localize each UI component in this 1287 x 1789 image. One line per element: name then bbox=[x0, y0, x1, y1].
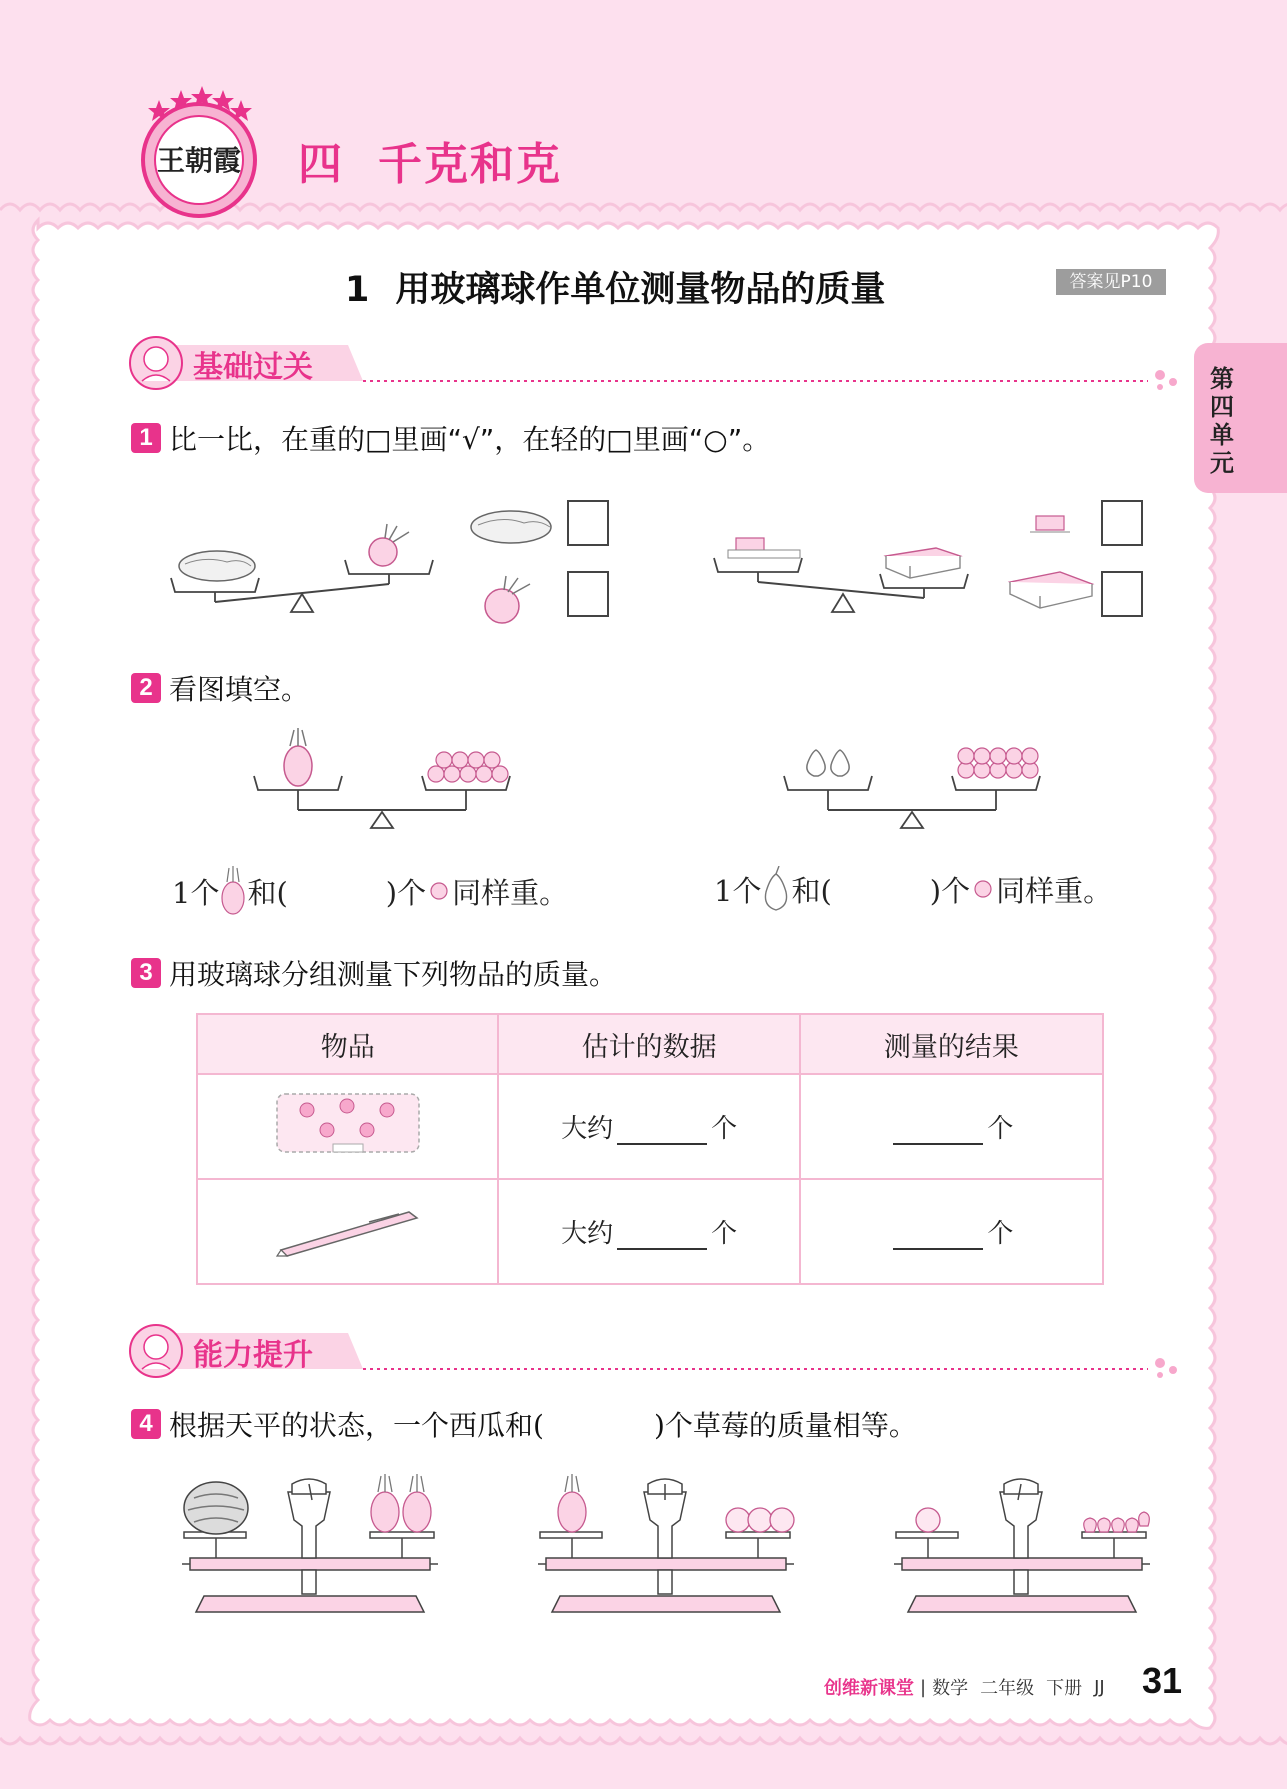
lesson-number: 1 bbox=[345, 270, 370, 310]
footer-subject: 数学 bbox=[932, 1678, 969, 1699]
answer-box-cabbage[interactable] bbox=[567, 500, 609, 546]
unit-title bbox=[298, 128, 562, 192]
glass-balls-group bbox=[428, 752, 508, 782]
answer-box-book[interactable] bbox=[1101, 571, 1143, 617]
unit-side-tab bbox=[1194, 343, 1287, 493]
question-4-number: 4 bbox=[131, 1409, 161, 1439]
scale-pineapple-peaches bbox=[536, 1462, 796, 1620]
item-cell bbox=[197, 1179, 498, 1284]
fill-pear-d: 同样重。 bbox=[996, 873, 1113, 908]
footer bbox=[824, 1674, 1105, 1700]
estimate-blank[interactable] bbox=[617, 1224, 707, 1250]
estimate-prefix: 大约 bbox=[561, 1219, 614, 1249]
fill-pineapple-a: 1个 bbox=[172, 875, 220, 910]
column-header-estimate: 估计的数据 bbox=[498, 1014, 799, 1074]
balance-pear-balls bbox=[780, 742, 1050, 832]
eraser-option-icon bbox=[1028, 512, 1072, 538]
item-cell bbox=[197, 1074, 498, 1179]
pear-small-icon bbox=[761, 866, 791, 912]
result-cell bbox=[800, 1179, 1103, 1284]
fill-pineapple bbox=[172, 866, 568, 916]
estimate-prefix: 大约 bbox=[561, 1114, 614, 1144]
footer-volume: 下册 bbox=[1046, 1678, 1083, 1699]
result-unit: 个 bbox=[987, 1114, 1014, 1144]
logo-text: 王朝霞 bbox=[156, 144, 242, 177]
answer-reference-badge: 答案见P10 bbox=[1056, 269, 1166, 295]
wangzhaoxia-logo bbox=[136, 88, 262, 218]
fill-pineapple-b: 和( bbox=[247, 875, 288, 910]
question-2 bbox=[131, 668, 309, 708]
table-row bbox=[197, 1179, 1103, 1284]
pen-icon bbox=[273, 1198, 423, 1258]
unit-name: 千克和克 bbox=[378, 139, 562, 190]
question-1 bbox=[131, 418, 770, 458]
question-1-text: 比一比，在重的□里画“√”，在轻的□里画“○”。 bbox=[169, 423, 771, 456]
table-header-row bbox=[197, 1014, 1103, 1074]
estimate-cell bbox=[498, 1179, 799, 1284]
measurement-table bbox=[196, 1013, 1104, 1285]
question-4 bbox=[131, 1404, 917, 1444]
strawberry-group-icon bbox=[1084, 1512, 1150, 1532]
pineapple-small-icon bbox=[219, 866, 247, 916]
question-4-text-b: )个草莓的质量相等。 bbox=[653, 1409, 917, 1442]
question-3 bbox=[131, 953, 617, 993]
pear-icon bbox=[807, 750, 825, 776]
footer-grade: 二年级 bbox=[980, 1678, 1035, 1699]
section-basic-title: 基础过关 bbox=[193, 350, 313, 385]
peach-icon bbox=[916, 1508, 940, 1532]
footer-edition: JJ bbox=[1094, 1676, 1105, 1698]
estimate-unit: 个 bbox=[711, 1114, 738, 1144]
side-tab-label: 第四单元 bbox=[1210, 365, 1234, 477]
estimate-cell bbox=[498, 1074, 799, 1179]
glass-ball-small-icon bbox=[970, 879, 996, 899]
question-3-text: 用玻璃球分组测量下列物品的质量。 bbox=[169, 958, 618, 991]
fill-pear-b: 和( bbox=[791, 873, 832, 908]
unit-number: 四 bbox=[298, 139, 344, 190]
result-cell bbox=[800, 1074, 1103, 1179]
cabbage-icon bbox=[179, 551, 255, 581]
pencil-case-icon bbox=[273, 1088, 423, 1158]
footer-separator: | bbox=[920, 1676, 927, 1698]
glass-ball-small-icon bbox=[426, 881, 452, 901]
fill-pear-c: )个 bbox=[929, 873, 971, 908]
scale-peach-strawberries bbox=[892, 1462, 1152, 1620]
pineapple-pair-icon bbox=[371, 1474, 431, 1532]
scale-watermelon-pineapples bbox=[180, 1462, 440, 1620]
fill-pear bbox=[714, 866, 1112, 912]
question-2-number: 2 bbox=[131, 673, 161, 703]
pineapple-icon bbox=[558, 1474, 586, 1532]
answer-box-radish[interactable] bbox=[567, 571, 609, 617]
balance-cabbage-radish bbox=[165, 520, 445, 620]
balance-pineapple-balls bbox=[250, 726, 520, 832]
lesson-name: 用玻璃球作单位测量物品的质量 bbox=[395, 270, 886, 310]
radish-icon bbox=[369, 538, 397, 566]
section-advanced-title: 能力提升 bbox=[193, 1338, 313, 1373]
cabbage-option-icon bbox=[468, 505, 554, 547]
column-header-result: 测量的结果 bbox=[800, 1014, 1103, 1074]
balance-eraser-book bbox=[710, 530, 980, 620]
fill-pineapple-d: 同样重。 bbox=[452, 875, 569, 910]
book-option-icon bbox=[1006, 568, 1096, 616]
page-number: 31 bbox=[1142, 1660, 1183, 1701]
estimate-unit: 个 bbox=[711, 1219, 738, 1249]
column-header-item: 物品 bbox=[197, 1014, 498, 1074]
table-row bbox=[197, 1074, 1103, 1179]
answer-box-eraser[interactable] bbox=[1101, 500, 1143, 546]
estimate-blank[interactable] bbox=[617, 1119, 707, 1145]
footer-brand: 创维新课堂 bbox=[824, 1678, 914, 1699]
question-1-number: 1 bbox=[131, 423, 161, 453]
pineapple-icon bbox=[284, 746, 312, 786]
glass-balls-group bbox=[958, 748, 1038, 778]
question-4-text-a: 根据天平的状态，一个西瓜和( bbox=[169, 1409, 544, 1442]
result-blank[interactable] bbox=[893, 1224, 983, 1250]
peach-trio-icon bbox=[726, 1508, 794, 1532]
result-unit: 个 bbox=[987, 1219, 1014, 1249]
fill-pear-a: 1个 bbox=[714, 873, 762, 908]
radish-option-icon bbox=[478, 572, 542, 628]
question-2-text: 看图填空。 bbox=[169, 673, 310, 706]
fill-pineapple-c: )个 bbox=[385, 875, 427, 910]
question-3-number: 3 bbox=[131, 958, 161, 988]
result-blank[interactable] bbox=[893, 1119, 983, 1145]
lesson-title bbox=[345, 262, 885, 312]
